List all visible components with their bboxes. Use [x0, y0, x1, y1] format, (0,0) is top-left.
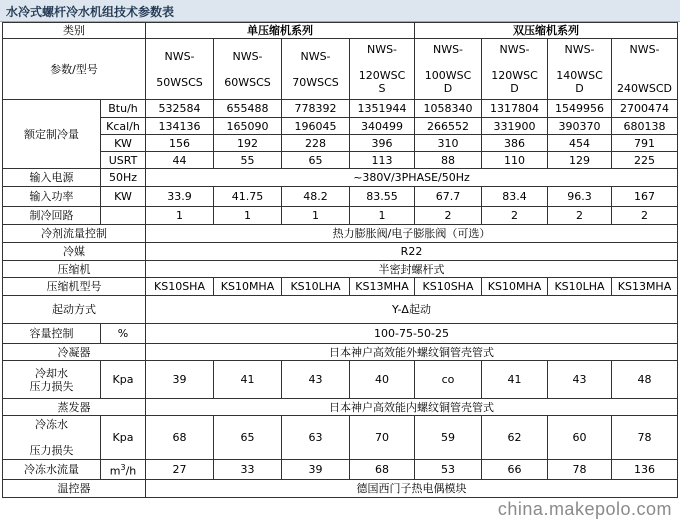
value-cell: 1 — [282, 207, 350, 225]
value-cell: KS10LHA — [548, 278, 612, 296]
value-cell: 41 — [214, 361, 282, 399]
value-cell: 196045 — [282, 118, 350, 135]
evaporator-row — [3, 399, 678, 416]
unit-cell: $m^3/h$ — [101, 460, 146, 480]
value-cell: 1351944 — [350, 100, 415, 118]
model-row — [3, 39, 678, 100]
unit-cell: KW — [101, 135, 146, 152]
table-title-bar — [0, 0, 680, 22]
value-cell: 1058340 — [415, 100, 482, 118]
value-cell: 1 — [214, 207, 282, 225]
model-cell: NWS- 140WSC D — [548, 39, 612, 100]
chilled-water-flow-label: 冷冻水流量 — [3, 460, 101, 480]
capacity-control-row — [3, 324, 678, 344]
start-method-value: Y-Δ起动 — [146, 296, 678, 324]
value-cell: 340499 — [350, 118, 415, 135]
value-cell: 331900 — [482, 118, 548, 135]
compressor-row — [3, 261, 678, 278]
refrigerant-value: R22 — [146, 243, 678, 261]
value-cell: 60 — [548, 416, 612, 460]
value-cell: 1549956 — [548, 100, 612, 118]
value-cell: 2 — [415, 207, 482, 225]
unit-cell: 50Hz — [101, 169, 146, 187]
refrigerant-row — [3, 243, 678, 261]
value-cell: 78 — [612, 416, 678, 460]
capacity-control-label: 容量控制 — [3, 324, 101, 344]
input-power-label: 输入功率 — [3, 187, 101, 207]
thermostat-label: 温控器 — [3, 480, 146, 498]
param-label: 参数/型号 — [3, 39, 146, 100]
value-cell: 65 — [282, 152, 350, 169]
circuits-row — [3, 207, 678, 225]
refrigerant-flow-row — [3, 225, 678, 243]
chilled-water-drop-row — [3, 416, 678, 460]
value-cell: 66 — [482, 460, 548, 480]
spec-table — [2, 22, 678, 498]
value-cell: 62 — [482, 416, 548, 460]
value-cell: 68 — [146, 416, 214, 460]
value-cell: 48.2 — [282, 187, 350, 207]
value-cell: 43 — [548, 361, 612, 399]
value-cell: KS10LHA — [282, 278, 350, 296]
value-cell: 266552 — [415, 118, 482, 135]
value-cell: 136 — [612, 460, 678, 480]
start-method-label: 起动方式 — [3, 296, 146, 324]
watermark: china.makepolo.com — [497, 499, 672, 519]
value-cell: 63 — [282, 416, 350, 460]
thermostat-value: 德国西门子热电偶模块 — [146, 480, 678, 498]
value-cell: 396 — [350, 135, 415, 152]
cooling-kcal-row — [3, 118, 678, 135]
power-supply-label: 输入电源 — [3, 169, 101, 187]
refrigerant-flow-label: 冷剂流量控制 — [3, 225, 146, 243]
value-cell: 791 — [612, 135, 678, 152]
power-supply-row — [3, 169, 678, 187]
compressor-model-label: 压缩机型号 — [3, 278, 146, 296]
value-cell: 55 — [214, 152, 282, 169]
value-cell: 532584 — [146, 100, 214, 118]
value-cell: 113 — [350, 152, 415, 169]
unit-cell: Kpa — [101, 416, 146, 460]
value-cell: 39 — [146, 361, 214, 399]
table-title: 水冷式螺杆冷水机组技术参数表 — [6, 5, 175, 19]
value-cell: 1 — [146, 207, 214, 225]
table-header-row — [3, 23, 678, 39]
condenser-value: 日本神户高效能外螺纹铜管壳管式 — [146, 344, 678, 361]
value-cell: 192 — [214, 135, 282, 152]
capacity-control-value: 100-75-50-25 — [146, 324, 678, 344]
chilled-water-drop-label: 冷冻水 压力损失 — [3, 416, 101, 460]
compressor-value: 半密封螺杆式 — [146, 261, 678, 278]
start-method-row — [3, 296, 678, 324]
value-cell: 1 — [350, 207, 415, 225]
chilled-water-flow-row — [3, 460, 678, 480]
value-cell: 2 — [548, 207, 612, 225]
value-cell: 228 — [282, 135, 350, 152]
value-cell: 44 — [146, 152, 214, 169]
value-cell: KS10SHA — [146, 278, 214, 296]
compressor-model-row — [3, 278, 678, 296]
cooling-btu-row — [3, 100, 678, 118]
unit-cell: Btu/h — [101, 100, 146, 118]
single-series-header: 单压缩机系列 — [146, 23, 415, 39]
unit-cell: KW — [101, 187, 146, 207]
unit-cell: USRT — [101, 152, 146, 169]
value-cell: 778392 — [282, 100, 350, 118]
value-cell: 27 — [146, 460, 214, 480]
value-cell: 39 — [282, 460, 350, 480]
value-cell: KS13MHA — [612, 278, 678, 296]
thermostat-row — [3, 480, 678, 498]
category-label: 类别 — [3, 23, 146, 39]
value-cell: 48 — [612, 361, 678, 399]
condenser-row — [3, 344, 678, 361]
cooling-capacity-label: 额定制冷量 — [3, 100, 101, 169]
value-cell: 2 — [482, 207, 548, 225]
value-cell: 67.7 — [415, 187, 482, 207]
value-cell: 2700474 — [612, 100, 678, 118]
value-cell: 129 — [548, 152, 612, 169]
value-cell: 53 — [415, 460, 482, 480]
condenser-label: 冷凝器 — [3, 344, 146, 361]
value-cell: 110 — [482, 152, 548, 169]
dual-series-header: 双压缩机系列 — [415, 23, 678, 39]
model-cell: NWS- 60WSCS — [214, 39, 282, 100]
model-cell: NWS- 70WSCS — [282, 39, 350, 100]
unit-cell: % — [101, 324, 146, 344]
value-cell: 68 — [350, 460, 415, 480]
model-cell: NWS- 120WSC D — [482, 39, 548, 100]
value-cell: 386 — [482, 135, 548, 152]
value-cell: KS13MHA — [350, 278, 415, 296]
value-cell: KS10MHA — [482, 278, 548, 296]
empty-cell — [101, 207, 146, 225]
value-cell: 655488 — [214, 100, 282, 118]
value-cell: 2 — [612, 207, 678, 225]
value-cell: 41 — [482, 361, 548, 399]
model-cell: NWS- 50WSCS — [146, 39, 214, 100]
evaporator-label: 蒸发器 — [3, 399, 146, 416]
model-cell: NWS- 120WSC S — [350, 39, 415, 100]
compressor-label: 压缩机 — [3, 261, 146, 278]
power-supply-value: ~380V/3PHASE/50Hz — [146, 169, 678, 187]
value-cell: 43 — [282, 361, 350, 399]
value-cell: 1317804 — [482, 100, 548, 118]
refrigerant-flow-value: 热力膨胀阀/电子膨胀阀（可选） — [146, 225, 678, 243]
value-cell: KS10SHA — [415, 278, 482, 296]
value-cell: co — [415, 361, 482, 399]
value-cell: 70 — [350, 416, 415, 460]
value-cell: 83.4 — [482, 187, 548, 207]
value-cell: 96.3 — [548, 187, 612, 207]
circuits-label: 制冷回路 — [3, 207, 101, 225]
value-cell: 454 — [548, 135, 612, 152]
value-cell: 78 — [548, 460, 612, 480]
value-cell: 134136 — [146, 118, 214, 135]
cooling-water-drop-label: 冷却水 压力损失 — [3, 361, 101, 399]
cooling-usrt-row — [3, 152, 678, 169]
evaporator-value: 日本神户高效能内螺纹铜管壳管式 — [146, 399, 678, 416]
value-cell: 33.9 — [146, 187, 214, 207]
value-cell: 310 — [415, 135, 482, 152]
value-cell: 167 — [612, 187, 678, 207]
model-cell: NWS- 240WSCD — [612, 39, 678, 100]
value-cell: 165090 — [214, 118, 282, 135]
refrigerant-label: 冷媒 — [3, 243, 146, 261]
unit-cell: Kpa — [101, 361, 146, 399]
input-power-row — [3, 187, 678, 207]
value-cell: 83.55 — [350, 187, 415, 207]
value-cell: 390370 — [548, 118, 612, 135]
value-cell: 88 — [415, 152, 482, 169]
value-cell: 156 — [146, 135, 214, 152]
value-cell: 680138 — [612, 118, 678, 135]
value-cell: 59 — [415, 416, 482, 460]
value-cell: 225 — [612, 152, 678, 169]
value-cell: 33 — [214, 460, 282, 480]
value-cell: KS10MHA — [214, 278, 282, 296]
model-cell: NWS- 100WSC D — [415, 39, 482, 100]
cooling-kw-row — [3, 135, 678, 152]
value-cell: 40 — [350, 361, 415, 399]
cooling-water-drop-row — [3, 361, 678, 399]
unit-cell: Kcal/h — [101, 118, 146, 135]
value-cell: 65 — [214, 416, 282, 460]
value-cell: 41.75 — [214, 187, 282, 207]
